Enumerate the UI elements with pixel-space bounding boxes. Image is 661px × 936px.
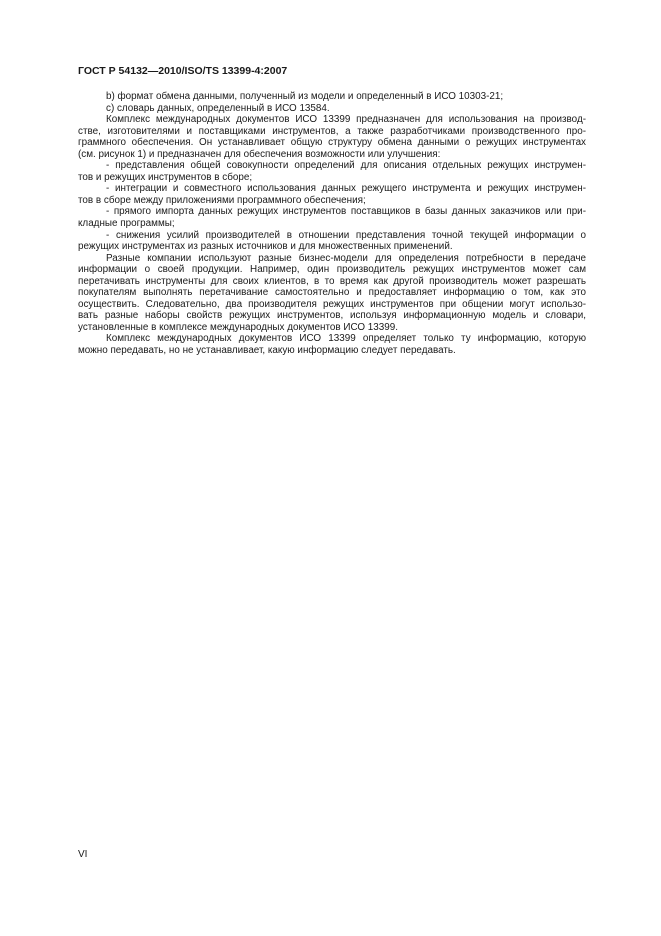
text-line: Разные компании используют разные бизнес-модели для определения потребности в передаче bbox=[106, 252, 586, 264]
text-line: - интеграции и совместного использования данных режущего инструмента и режущих инструмен- bbox=[106, 183, 586, 195]
text-line: c) словарь данных, определенный в ИСО 13584. bbox=[106, 102, 330, 114]
text-line: Комплекс международных документов ИСО 13399 предназначен для использования на производ- bbox=[106, 114, 586, 126]
paragraph bbox=[78, 103, 586, 115]
paragraph bbox=[78, 183, 586, 206]
paragraph bbox=[78, 253, 586, 334]
paragraph bbox=[78, 91, 586, 103]
text-line: Комплекс международных документов ИСО 13399 определяет только ту информацию, которую bbox=[106, 333, 586, 345]
text-line: стве, изготовителями и поставщиками инструментов, а также разработчиками производственного про- bbox=[78, 125, 586, 137]
text-line: - снижения усилий производителей в отношении представления точной текущей информации о bbox=[106, 229, 586, 241]
text-line: можно передавать, но не устанавливает, какую информацию следует передавать. bbox=[78, 345, 456, 357]
document-body bbox=[78, 91, 586, 357]
document-header: ГОСТ Р 54132—2010/ISO/TS 13399-4:2007 bbox=[78, 65, 288, 77]
paragraph bbox=[78, 230, 586, 253]
paragraph bbox=[78, 206, 586, 229]
paragraph bbox=[78, 333, 586, 356]
text-line: кладные программы; bbox=[78, 218, 175, 230]
text-line: покупателям выполнять перетачивание самостоятельно и предоставляет информацию о том, как это bbox=[78, 287, 586, 299]
text-line: вать разные наборы свойств режущих инструментов, используя информационную модель и словари, bbox=[78, 310, 586, 322]
paragraph bbox=[78, 114, 586, 160]
text-line: перетачивать инструменты для своих клиентов, в то время как другой производитель может разрешать bbox=[78, 275, 586, 287]
text-line: тов и режущих инструментов в сборе; bbox=[78, 171, 253, 183]
text-line: осуществить. Следовательно, два производителя режущих инструментов при общении могут использо- bbox=[78, 298, 586, 310]
page-number: VI bbox=[78, 849, 88, 860]
text-line: режущих инструментах из разных источников и для множественных применений. bbox=[78, 241, 453, 253]
paragraph bbox=[78, 160, 586, 183]
text-line: информации о своей продукции. Например, один производитель режущих инструментов может сам bbox=[78, 264, 586, 276]
text-line: - представления общей совокупности определений для описания отдельных режущих инструмен- bbox=[106, 160, 586, 172]
text-line: (см. рисунок 1) и предназначен для обеспечения возможности или улучшения: bbox=[78, 148, 441, 160]
text-line: - прямого импорта данных режущих инструментов поставщиков в базы данных заказчиков или при- bbox=[106, 206, 586, 218]
text-line: установленные в комплексе международных документов ИСО 13399. bbox=[78, 321, 398, 333]
text-line: граммного обеспечения. Он устанавливает общую структуру обмена данными о режущих инструментах bbox=[78, 137, 586, 149]
text-line: b) формат обмена данными, полученный из модели и определенный в ИСО 10303-21; bbox=[106, 91, 504, 102]
text-line: тов в сборе между приложениями программного обеспечения; bbox=[78, 194, 366, 206]
